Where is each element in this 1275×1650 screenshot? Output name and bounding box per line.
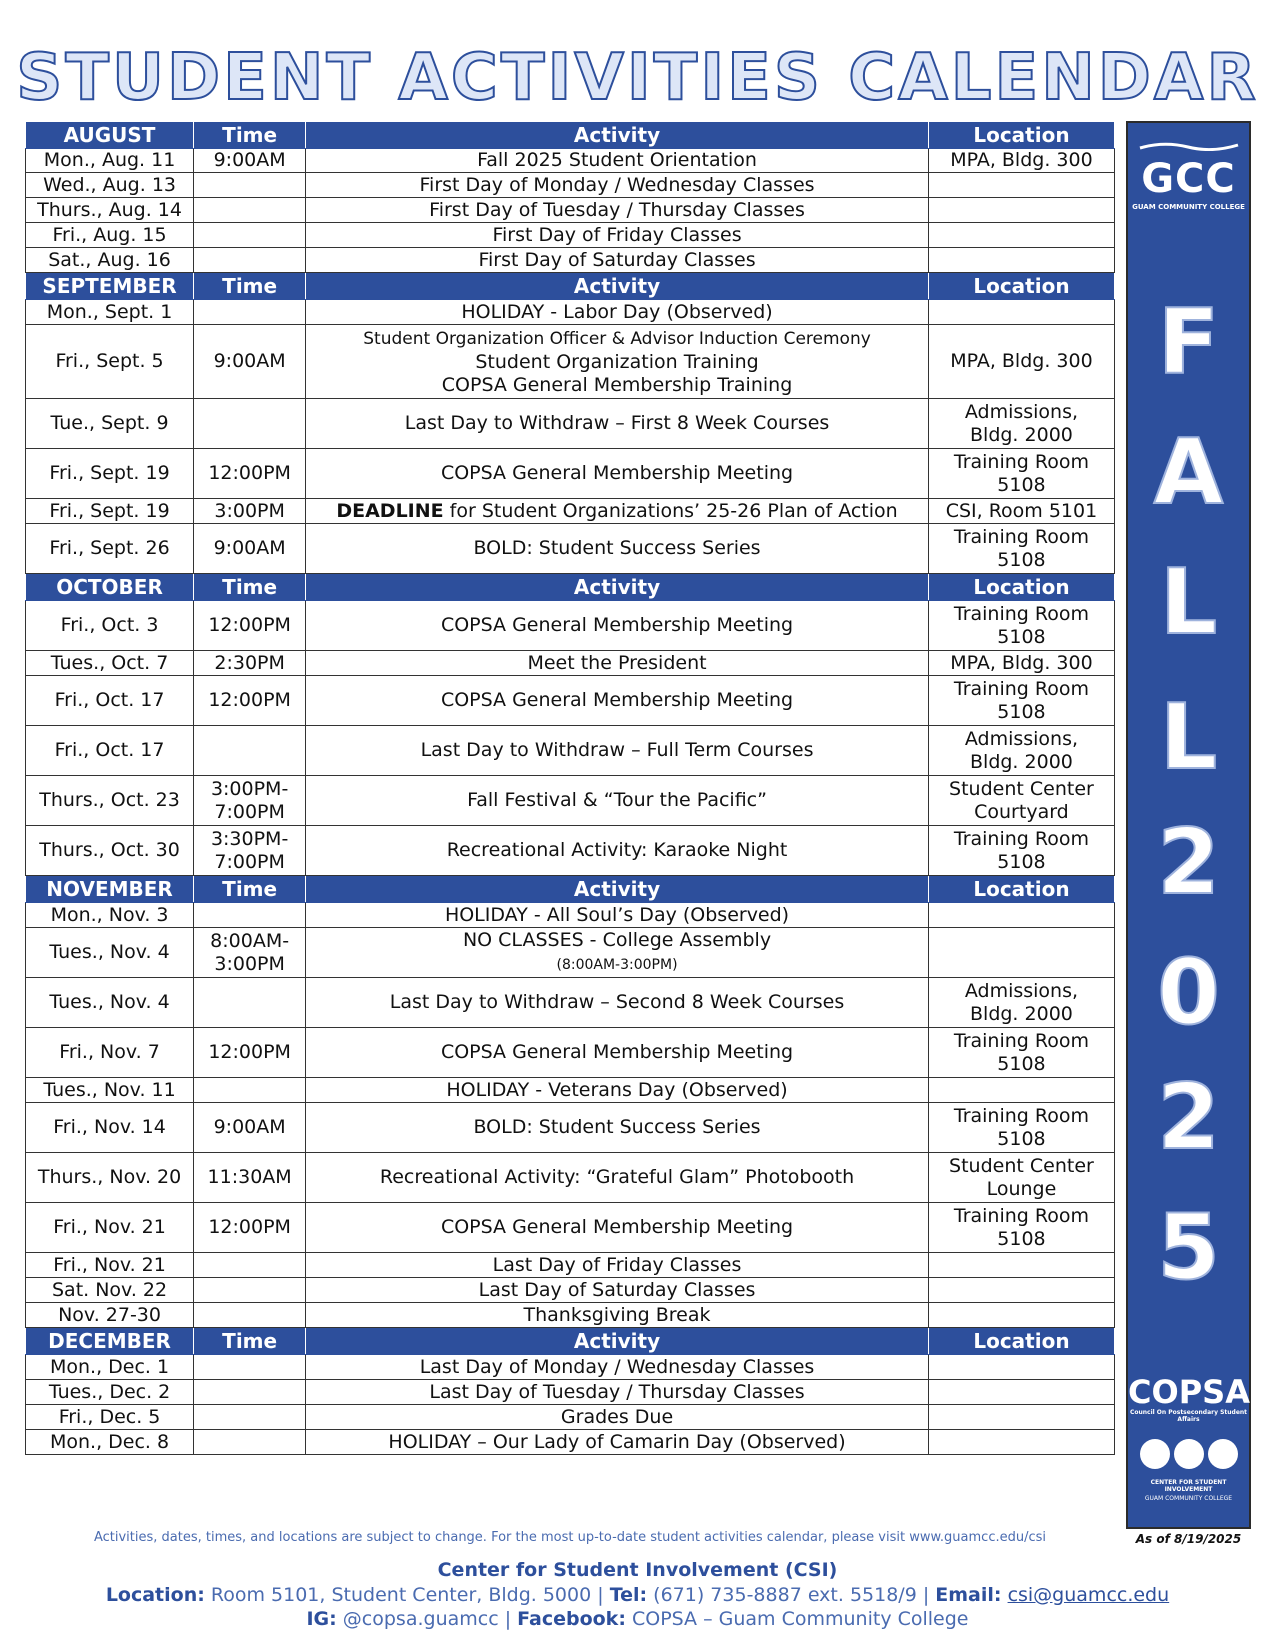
ig-label: IG: <box>306 1608 337 1630</box>
location-cell <box>928 1430 1114 1455</box>
text-line: 5108 <box>997 625 1046 648</box>
time-cell: 9:00AM <box>194 1103 306 1153</box>
activity-text: for Student Organizations’ 25-26 Plan of Action <box>443 499 898 522</box>
activity-text: COPSA General Membership Meeting <box>440 689 794 711</box>
sidebar-letter: 5 <box>1157 1195 1220 1300</box>
table-row <box>26 1153 1115 1203</box>
month-name: AUGUST <box>26 122 194 149</box>
time-cell <box>194 1405 306 1430</box>
text-line: Student Organization Training <box>475 350 759 373</box>
date-cell: Fri., Sept. 5 <box>26 325 194 399</box>
date-cell: Tues., Nov. 4 <box>26 928 194 978</box>
facebook-value: COPSA – Guam Community College <box>631 1608 969 1630</box>
location-cell <box>928 449 1114 499</box>
text-line: Student Center <box>949 777 1094 800</box>
activity-text: HOLIDAY - Veterans Day (Observed) <box>446 1078 788 1101</box>
table-row <box>26 1028 1115 1078</box>
month-name: DECEMBER <box>26 1328 194 1355</box>
location-cell <box>928 676 1114 726</box>
activity-cell <box>306 601 929 651</box>
date-cell: Tue., Sept. 9 <box>26 399 194 449</box>
location-cell <box>928 928 1114 978</box>
gcc-logo: GCC <box>1141 156 1236 202</box>
csi-logo-icons <box>1128 1439 1249 1473</box>
sidebar-letter: L <box>1159 550 1218 655</box>
location-cell <box>928 1203 1114 1253</box>
time-header: Time <box>194 876 306 903</box>
date-cell: Wed., Aug. 13 <box>26 173 194 198</box>
month-name: OCTOBER <box>26 574 194 601</box>
email-label: Email: <box>935 1584 1002 1606</box>
disclaimer: Activities, dates, times, and locations are subject to change. For the most up-to-date student activities calendar, please visit www.guamcc.edu/csi <box>93 1530 1047 1545</box>
sidebar-letter: A <box>1153 420 1224 525</box>
activity-header: Activity <box>306 273 929 300</box>
location-header: Location <box>928 1328 1114 1355</box>
time-cell <box>194 928 306 978</box>
footer-heading-text: Center for Student Involvement (CSI) <box>437 1559 838 1581</box>
footer-contact-line: Location: Room 5101, Student Center, Bldg. 5000 | Tel: (671) 735-8887 ext. 5518/9 | Email: csi@guamcc.edu <box>105 1584 1170 1606</box>
location-cell <box>928 1153 1114 1203</box>
time-cell: 9:00AM <box>194 325 306 399</box>
activity-text: HOLIDAY – Our Lady of Camarin Day (Observed) <box>388 1430 846 1453</box>
activity-text: COPSA General Membership Meeting <box>440 462 794 484</box>
date-cell: Fri., Aug. 15 <box>26 223 194 248</box>
location-cell <box>928 1380 1114 1405</box>
activity-cell <box>306 1380 929 1405</box>
location-cell <box>928 198 1114 223</box>
text-line: 5108 <box>997 548 1046 571</box>
text-line: Training Room <box>953 1104 1089 1127</box>
copsa-logo: COPSA <box>1128 1373 1250 1411</box>
sidebar-letter: 2 <box>1157 810 1220 915</box>
time-cell <box>194 1078 306 1103</box>
date-cell: Mon., Nov. 3 <box>26 903 194 928</box>
location-cell <box>928 826 1114 876</box>
location-label: Location: <box>105 1584 205 1606</box>
location-cell: MPA, Bldg. 300 <box>928 651 1114 676</box>
table-row <box>26 1355 1115 1380</box>
date-cell: Nov. 27-30 <box>26 1303 194 1328</box>
activity-cell <box>306 524 929 574</box>
date-cell: Fri., Nov. 21 <box>26 1203 194 1253</box>
time-header: Time <box>194 574 306 601</box>
date-cell: Thurs., Aug. 14 <box>26 198 194 223</box>
table-row <box>26 1103 1115 1153</box>
fall-2025-sidebar <box>1126 121 1251 1529</box>
location-header: Location <box>928 876 1114 903</box>
text-line: 7:00PM <box>214 800 285 823</box>
table-row <box>26 1203 1115 1253</box>
time-cell <box>194 399 306 449</box>
tel-label: Tel: <box>609 1584 648 1606</box>
text-line: 5108 <box>997 850 1046 873</box>
activity-text: Last Day to Withdraw – Full Term Courses <box>420 739 814 761</box>
table-row <box>26 198 1115 223</box>
table-row <box>26 524 1115 574</box>
text-line: 5108 <box>997 473 1046 496</box>
date-cell: Sat. Nov. 22 <box>26 1278 194 1303</box>
activity-cell <box>306 1203 929 1253</box>
text-line: 5108 <box>997 1227 1046 1250</box>
activity-text: COPSA General Membership Meeting <box>440 1216 794 1238</box>
table-row <box>26 676 1115 726</box>
date-cell: Tues., Dec. 2 <box>26 1380 194 1405</box>
activity-text: HOLIDAY - All Soul’s Day (Observed) <box>444 903 790 926</box>
activity-text: Last Day of Saturday Classes <box>478 1278 756 1301</box>
activity-cell <box>306 928 929 978</box>
text-line: Training Room <box>953 450 1089 473</box>
location-cell: CSI, Room 5101 <box>928 499 1114 524</box>
text-line: Admissions, <box>964 979 1079 1002</box>
activity-text: First Day of Monday / Wednesday Classes <box>419 173 815 196</box>
text-line: 3:00PM <box>214 952 285 975</box>
time-header: Time <box>194 1328 306 1355</box>
text-line: Lounge <box>986 1177 1057 1200</box>
activity-cell <box>306 1303 929 1328</box>
activity-cell <box>306 499 929 524</box>
location-cell <box>928 978 1114 1028</box>
location-cell <box>928 399 1114 449</box>
building-icon <box>1208 1439 1238 1469</box>
location-header: Location <box>928 574 1114 601</box>
time-cell <box>194 1303 306 1328</box>
table-row <box>26 173 1115 198</box>
date-cell: Fri., Sept. 19 <box>26 449 194 499</box>
location-cell <box>928 1028 1114 1078</box>
date-cell: Fri., Nov. 14 <box>26 1103 194 1153</box>
text-line: Student Center <box>949 1154 1094 1177</box>
month-name: SEPTEMBER <box>26 273 194 300</box>
time-cell <box>194 300 306 325</box>
time-cell: 3:00PM <box>194 499 306 524</box>
sidebar-letter: F <box>1157 290 1220 395</box>
table-row <box>26 726 1115 776</box>
text-line: Training Room <box>953 677 1089 700</box>
date-cell: Tues., Nov. 11 <box>26 1078 194 1103</box>
activity-cell <box>306 1253 929 1278</box>
time-cell <box>194 223 306 248</box>
activity-cell <box>306 726 929 776</box>
date-cell: Mon., Dec. 1 <box>26 1355 194 1380</box>
activity-cell <box>306 1153 929 1203</box>
location-cell: MPA, Bldg. 300 <box>928 149 1114 173</box>
time-cell: 9:00AM <box>194 524 306 574</box>
activity-cell <box>306 776 929 826</box>
sidebar-letter: L <box>1159 685 1218 790</box>
activity-text: First Day of Friday Classes <box>492 223 742 246</box>
activity-cell <box>306 676 929 726</box>
location-cell <box>928 300 1114 325</box>
month-header-row <box>26 574 1115 601</box>
table-row <box>26 325 1115 399</box>
activity-text: Last Day to Withdraw – Second 8 Week Courses <box>389 991 845 1013</box>
table-row <box>26 928 1115 978</box>
date-cell: Thurs., Oct. 30 <box>26 826 194 876</box>
time-cell <box>194 1278 306 1303</box>
activity-cell <box>306 173 929 198</box>
activity-text: Fall 2025 Student Orientation <box>477 149 757 171</box>
activity-cell <box>306 325 929 399</box>
text-line: Training Room <box>953 602 1089 625</box>
facebook-label: Facebook: <box>517 1608 626 1630</box>
activity-text: NO CLASSES - College Assembly <box>462 928 772 951</box>
activity-cell <box>306 1028 929 1078</box>
time-cell <box>194 978 306 1028</box>
activity-cell <box>306 1405 929 1430</box>
date-cell: Mon., Aug. 11 <box>26 149 194 173</box>
csi-college-name: GUAM COMMUNITY COLLEGE <box>1144 1495 1233 1502</box>
date-cell: Sat., Aug. 16 <box>26 248 194 273</box>
time-cell <box>194 248 306 273</box>
location-cell <box>928 601 1114 651</box>
activity-text: COPSA General Membership Meeting <box>440 1041 794 1063</box>
text-line: Student Organization Officer & Advisor Induction Ceremony <box>363 328 871 349</box>
time-cell: 2:30PM <box>194 651 306 676</box>
as-of-date: As of 8/19/2025 <box>1135 1532 1242 1546</box>
activity-text: Last Day of Friday Classes <box>492 1253 742 1276</box>
activity-text: BOLD: Student Success Series <box>473 537 761 559</box>
date-cell: Fri., Oct. 3 <box>26 601 194 651</box>
time-cell: 12:00PM <box>194 1203 306 1253</box>
activity-text: Recreational Activity: “Grateful Glam” Photobooth <box>379 1166 855 1188</box>
csi-name: CENTER FOR STUDENT INVOLVEMENT <box>1150 1479 1227 1493</box>
table-row <box>26 903 1115 928</box>
table-row <box>26 651 1115 676</box>
text-line: 5108 <box>997 1052 1046 1075</box>
date-cell: Fri., Sept. 26 <box>26 524 194 574</box>
location-cell <box>928 1253 1114 1278</box>
activity-text: Meet the President <box>527 651 707 674</box>
activity-text: Last Day to Withdraw – First 8 Week Courses <box>404 412 830 434</box>
activity-header: Activity <box>306 122 929 149</box>
activity-cell <box>306 1078 929 1103</box>
activity-cell <box>306 149 929 173</box>
ig-handle: @copsa.guamcc <box>342 1608 499 1630</box>
date-cell: Fri., Sept. 19 <box>26 499 194 524</box>
time-cell: 11:30AM <box>194 1153 306 1203</box>
activity-header: Activity <box>306 1328 929 1355</box>
table-row <box>26 978 1115 1028</box>
table-row <box>26 1278 1115 1303</box>
month-header-row <box>26 1328 1115 1355</box>
activity-cell <box>306 651 929 676</box>
gcc-name: GUAM COMMUNITY COLLEGE <box>1132 203 1245 211</box>
text-line: Admissions, <box>964 400 1079 423</box>
time-cell <box>194 1355 306 1380</box>
time-cell: 12:00PM <box>194 601 306 651</box>
text-line: Bldg. 2000 <box>970 750 1073 773</box>
time-cell: 12:00PM <box>194 449 306 499</box>
time-cell <box>194 726 306 776</box>
megaphone-icon <box>1140 1439 1170 1469</box>
date-cell: Fri., Nov. 7 <box>26 1028 194 1078</box>
activity-cell <box>306 223 929 248</box>
date-cell: Fri., Nov. 21 <box>26 1253 194 1278</box>
table-row <box>26 1078 1115 1103</box>
text-line: Training Room <box>953 1204 1089 1227</box>
table-row <box>26 601 1115 651</box>
table-row <box>26 1303 1115 1328</box>
location-header: Location <box>928 273 1114 300</box>
activity-text: BOLD: Student Success Series <box>473 1116 761 1138</box>
location-cell <box>928 1303 1114 1328</box>
text-line: Training Room <box>953 827 1089 850</box>
table-row <box>26 149 1115 173</box>
activity-cell <box>306 903 929 928</box>
sidebar-letter: 2 <box>1157 1065 1220 1170</box>
location-cell <box>928 726 1114 776</box>
activity-cell <box>306 399 929 449</box>
date-cell: Tues., Oct. 7 <box>26 651 194 676</box>
table-row <box>26 1430 1115 1455</box>
activity-cell <box>306 248 929 273</box>
table-row <box>26 1253 1115 1278</box>
time-cell <box>194 1380 306 1405</box>
location-cell <box>928 1355 1114 1380</box>
table-row <box>26 499 1115 524</box>
location-cell <box>928 776 1114 826</box>
activity-cell <box>306 1355 929 1380</box>
time-header: Time <box>194 122 306 149</box>
location-value: Room 5101, Student Center, Bldg. 5000 <box>210 1584 592 1606</box>
location-cell <box>928 903 1114 928</box>
activity-text: Last Day of Tuesday / Thursday Classes <box>429 1380 805 1403</box>
tel-value: (671) 735-8887 ext. 5518/9 <box>653 1584 917 1606</box>
text-line: COPSA General Membership Training <box>441 373 793 396</box>
activity-cell <box>306 978 929 1028</box>
text-line: Admissions, <box>964 727 1079 750</box>
location-cell <box>928 223 1114 248</box>
text-line: Training Room <box>953 525 1089 548</box>
table-row <box>26 1380 1115 1405</box>
time-cell <box>194 1430 306 1455</box>
location-cell <box>928 1405 1114 1430</box>
activity-cell <box>306 300 929 325</box>
activity-text: Fall Festival & “Tour the Pacific” <box>467 789 767 811</box>
date-cell: Thurs., Nov. 20 <box>26 1153 194 1203</box>
table-row <box>26 826 1115 876</box>
page-title: STUDENT ACTIVITIES CALENDAR <box>16 41 1259 115</box>
location-cell <box>928 1078 1114 1103</box>
table-row <box>26 223 1115 248</box>
activity-cell <box>306 826 929 876</box>
text-line: 8:00AM- <box>210 929 290 952</box>
month-name: NOVEMBER <box>26 876 194 903</box>
text-line: 7:00PM <box>214 850 285 873</box>
time-cell: 12:00PM <box>194 676 306 726</box>
time-cell <box>194 1253 306 1278</box>
table-row <box>26 300 1115 325</box>
time-cell <box>194 173 306 198</box>
email-link[interactable]: csi@guamcc.edu <box>1007 1584 1170 1606</box>
activity-text: HOLIDAY - Labor Day (Observed) <box>461 300 773 323</box>
activity-text: Grades Due <box>560 1405 674 1428</box>
location-cell <box>928 1103 1114 1153</box>
date-cell: Mon., Sept. 1 <box>26 300 194 325</box>
activity-emphasis: DEADLINE <box>336 499 444 522</box>
activity-text: Recreational Activity: Karaoke Night <box>446 839 788 861</box>
location-cell <box>928 173 1114 198</box>
date-cell: Thurs., Oct. 23 <box>26 776 194 826</box>
table-row <box>26 248 1115 273</box>
activity-text: Thanksgiving Break <box>523 1303 711 1326</box>
activity-header: Activity <box>306 876 929 903</box>
time-cell <box>194 776 306 826</box>
activity-cell <box>306 449 929 499</box>
text-line: 5108 <box>997 1127 1046 1150</box>
date-cell: Fri., Oct. 17 <box>26 676 194 726</box>
time-cell: 12:00PM <box>194 1028 306 1078</box>
activity-text: First Day of Tuesday / Thursday Classes <box>429 198 805 221</box>
time-cell <box>194 826 306 876</box>
table-row <box>26 449 1115 499</box>
activity-text: First Day of Saturday Classes <box>478 248 756 271</box>
text-line: 5108 <box>997 700 1046 723</box>
time-cell <box>194 903 306 928</box>
time-cell: 9:00AM <box>194 149 306 173</box>
text-line: Bldg. 2000 <box>970 1002 1073 1025</box>
location-cell <box>928 248 1114 273</box>
table-row <box>26 1405 1115 1430</box>
activity-cell <box>306 1278 929 1303</box>
time-cell <box>194 198 306 223</box>
month-header-row <box>26 122 1115 149</box>
activity-cell <box>306 198 929 223</box>
location-header: Location <box>928 122 1114 149</box>
copsa-name: Council On Postsecondary Student Affairs <box>1129 1409 1248 1423</box>
date-cell: Mon., Dec. 8 <box>26 1430 194 1455</box>
text-line: Training Room <box>953 1029 1089 1052</box>
time-header: Time <box>194 273 306 300</box>
location-cell <box>928 1278 1114 1303</box>
sidebar-letter: 0 <box>1157 940 1220 1045</box>
activities-table <box>25 121 1115 1455</box>
activity-text: COPSA General Membership Meeting <box>440 614 794 636</box>
location-cell <box>928 524 1114 574</box>
text-line: Bldg. 2000 <box>970 423 1073 446</box>
activity-cell <box>306 1103 929 1153</box>
table-row <box>26 776 1115 826</box>
gcc-wave-icon <box>1138 141 1240 151</box>
date-cell: Tues., Nov. 4 <box>26 978 194 1028</box>
text-line: 3:30PM- <box>210 827 289 850</box>
table-row <box>26 399 1115 449</box>
date-cell: Fri., Oct. 17 <box>26 726 194 776</box>
activity-header: Activity <box>306 574 929 601</box>
text-line: 3:00PM- <box>210 777 289 800</box>
activity-text: Last Day of Monday / Wednesday Classes <box>419 1355 815 1378</box>
activity-note: (8:00AM-3:00PM) <box>556 956 678 973</box>
month-header-row <box>26 273 1115 300</box>
footer-social-line: IG: @copsa.guamcc | Facebook: COPSA – Guam Community College <box>306 1608 969 1630</box>
date-cell: Fri., Dec. 5 <box>26 1405 194 1430</box>
text-line: Courtyard <box>974 800 1069 823</box>
activity-cell <box>306 1430 929 1455</box>
location-cell: MPA, Bldg. 300 <box>928 325 1114 399</box>
footer-heading <box>0 1558 1275 1582</box>
month-header-row <box>26 876 1115 903</box>
people-icon <box>1174 1439 1204 1469</box>
